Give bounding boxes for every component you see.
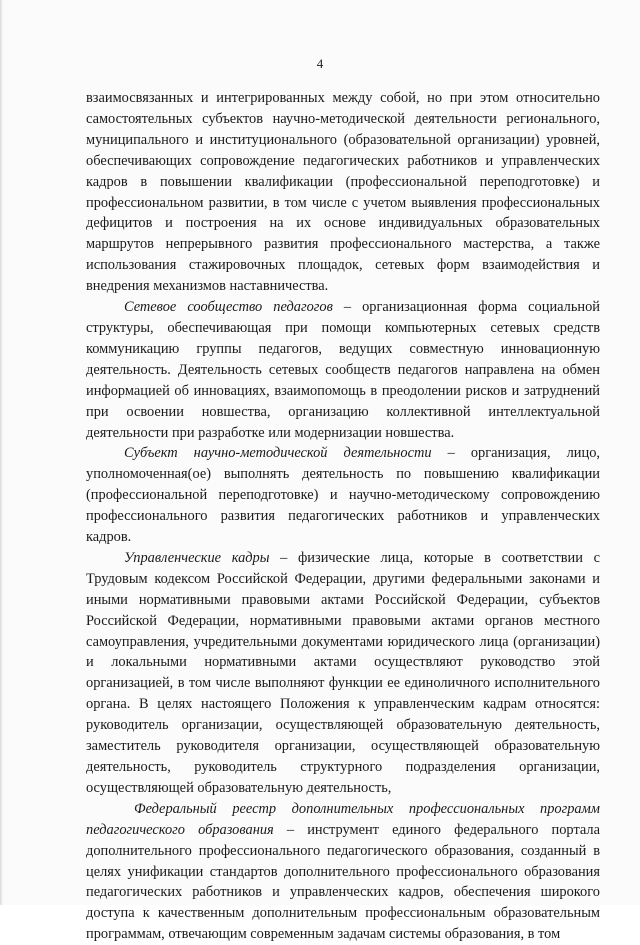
definition-term: Управленческие кадры	[124, 549, 270, 566]
paragraph-continuation	[86, 88, 600, 297]
definition-term: Сетевое сообщество педагогов	[124, 299, 333, 316]
page-number: 4	[316, 56, 324, 71]
definition-term: Федеральный реестр дополнительных профессиональных программ педагогического образования	[86, 800, 600, 838]
definition-text: – инструмент единого федерального портала дополнительного профессионального педагогического образования, созданный в целях унификации стандартов дополнительного профессионального образования педагогических работников и управленческих кадров, обеспечения широкого доступа к качественным дополнительным профессиональным образовательным программам, отвечающим современным задачам системы образования, в том	[86, 821, 600, 943]
definition-text: – организационная форма социальной структуры, обеспечивающая при помощи компьютерных сетевых средств коммуникацию группы педагогов, ведущих совместную инновационную деятельность. Деятельность сетевых сообществ педагогов направлена на обмен информацией об инновациях, взаимопомощь в преодолении рисков и затруднений при освоении новшества, организацию коллективной интеллектуальной деятельности при разработке или модернизации новшества.	[86, 299, 601, 441]
document-body	[86, 88, 600, 945]
definition-text: – организация, лицо, уполномоченная(ое) выполнять деятельность по повышению квалификации (профессиональной переподготовке) и научно-методическому сопровождению профессионального развития педагогических работников и управленческих кадров.	[86, 445, 600, 546]
definition-management-staff	[86, 548, 600, 799]
paragraph-text: взаимосвязанных и интегрированных между собой, но при этом относительно самостоятельных субъектов научно-методической деятельности регионального, муниципального и институционального (образовательной организации) уровней, обеспечивающих сопровождение педагогических работников и управленческих кадров в повышении квалификации (профессиональной переподготовке) и профессиональном развитии, в том числе с учетом выявления профессиональных дефицитов и построения на их основе индивидуальных образовательных маршрутов непрерывного развития профессионального мастерства, а также использования стажировочных площадок, сетевых форм взаимодействия и внедрения механизмов наставничества.	[86, 90, 600, 295]
scan-edge-shadow	[0, 0, 3, 905]
definition-subject	[86, 443, 600, 548]
definition-text: – физические лица, которые в соответствии с Трудовым кодексом Российской Федерации, другими федеральными законами и иными нормативными правовыми актами Российской Федерации, субъектов Российской Федерации, нормативными правовыми актами органов местного самоуправления, учредительными документами юридического лица (организации) и локальными нормативными актами осуществляют руководство этой организацией, в том числе выполняют функции ее единоличного исполнительного органа. В целях настоящего Положения к управленческим кадрам относятся: руководитель организации, осуществляющей образовательную деятельность, заместитель руководителя организации, осуществляющей образовательную деятельность, руководитель структурного подразделения организации, осуществляющей образовательную деятельность,	[86, 549, 600, 796]
definition-federal-registry	[86, 799, 600, 945]
definition-term: Субъект научно-методической деятельности	[124, 445, 432, 462]
definition-network-community	[86, 297, 600, 443]
